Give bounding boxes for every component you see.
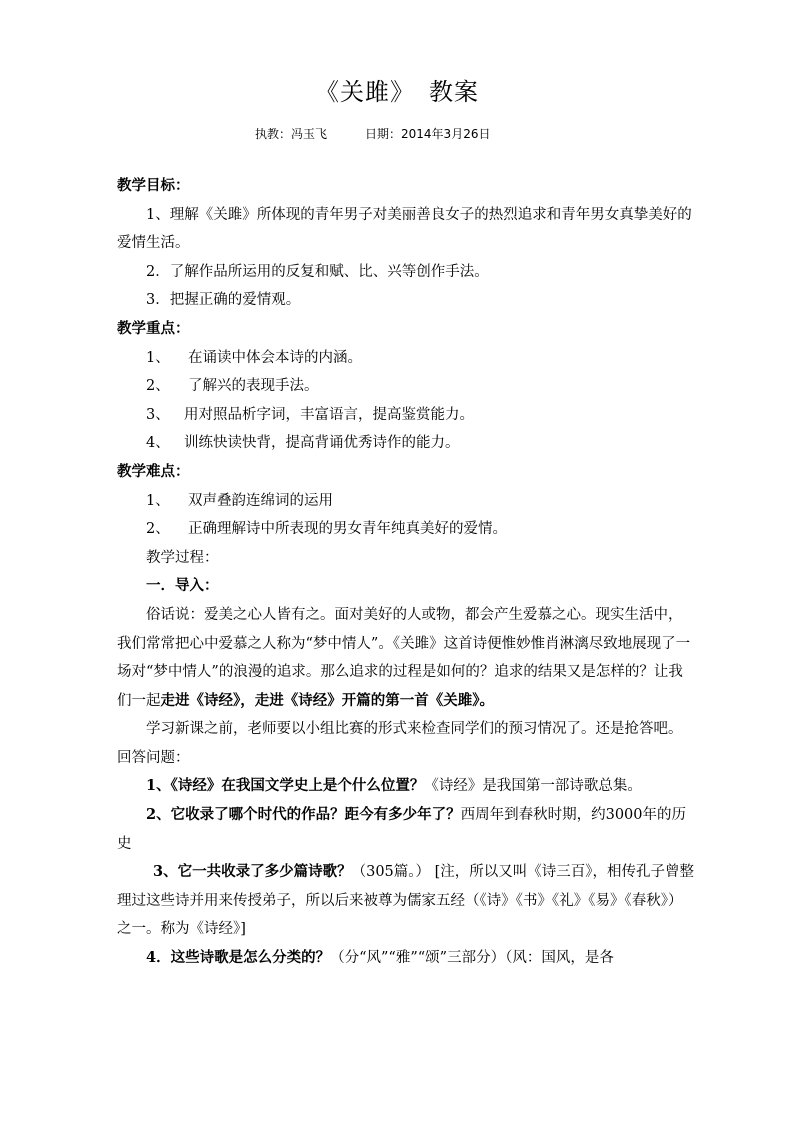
goal-item: 2．了解作品所运用的反复和赋、比、兴等创作手法。 xyxy=(146,263,489,280)
key-point-item: 2、 了解兴的表现手法。 xyxy=(146,378,319,395)
teacher-name: 执教：冯玉飞 xyxy=(255,127,328,141)
title-main: 《关雎》 xyxy=(315,78,415,106)
pre-class-paragraph: 学习新课之前，老师要以小组比赛的形式来检查同学们的预习情况了。还是抢答吧。回答问题： xyxy=(117,721,683,766)
intro-paragraph: 俗话说：爱美之心人皆有之。面对美好的人或物，都会产生爱慕之心。现实生活中，我们常常把心中爱慕之人称为“梦中情人”。《关雎》这首诗便惟妙惟肖淋漓尽致地展现了一场对“梦中情人”的浪漫的追求。那么追求的过程是如何的？追求的结果又是怎样的？让我们一起走进《诗经》，走进《诗经》开篇的第一首《关雎》。 xyxy=(117,606,691,709)
document-title xyxy=(0,72,794,107)
title-sub: 教案 xyxy=(429,78,479,106)
process-heading: 教学过程： xyxy=(146,549,219,566)
qa-item: 3、它一共收录了多少篇诗歌？（305篇。） [注，所以又叫《诗三百》，相传孔子曾整理过这些诗并用来传授弟子，所以后来被尊为儒家五经（《诗》《书》《礼》《易》《春秋》）之一。称为《诗经》] xyxy=(117,863,695,938)
lesson-date: 日期：2014年3月26日 xyxy=(365,127,491,141)
document-body xyxy=(117,172,695,973)
key-point-item: 4、 训练快读快背，提高背诵优秀诗作的能力。 xyxy=(146,435,460,452)
qa-item: 1、《诗经》在我国文学史上是个什么位置？《诗经》是我国第一部诗歌总集。 xyxy=(146,777,642,795)
qa-item: 4．这些诗歌是怎么分类的？（分“风”“雅”“颂”三部分）（风：国风，是各 xyxy=(146,949,614,967)
difficulties-heading: 教学难点： xyxy=(117,462,190,480)
key-point-item: 1、 在诵读中体会本诗的内涵。 xyxy=(146,349,362,366)
key-point-item: 3、 用对照品析字词，丰富语言，提高鉴赏能力。 xyxy=(146,406,474,423)
byline xyxy=(255,125,490,142)
goal-item: 3．把握正确的爱情观。 xyxy=(146,292,301,309)
qa-item: 2、它收录了哪个时代的作品？距今有多少年了？西周年到春秋时期，约3000年的历史 xyxy=(117,806,686,852)
goals-heading: 教学目标： xyxy=(117,177,190,194)
key-points-heading: 教学重点： xyxy=(117,319,190,337)
section-heading: 一．导入： xyxy=(146,577,219,595)
difficulty-item: 1、 双声叠韵连绵词的运用 xyxy=(146,492,333,509)
goal-item: 1、理解《关雎》所体现的青年男子对美丽善良女子的热烈追求和青年男女真挚美好的爱情生活。 xyxy=(117,206,692,252)
difficulty-item: 2、 正确理解诗中所表现的男女青年纯真美好的爱情。 xyxy=(146,521,507,538)
